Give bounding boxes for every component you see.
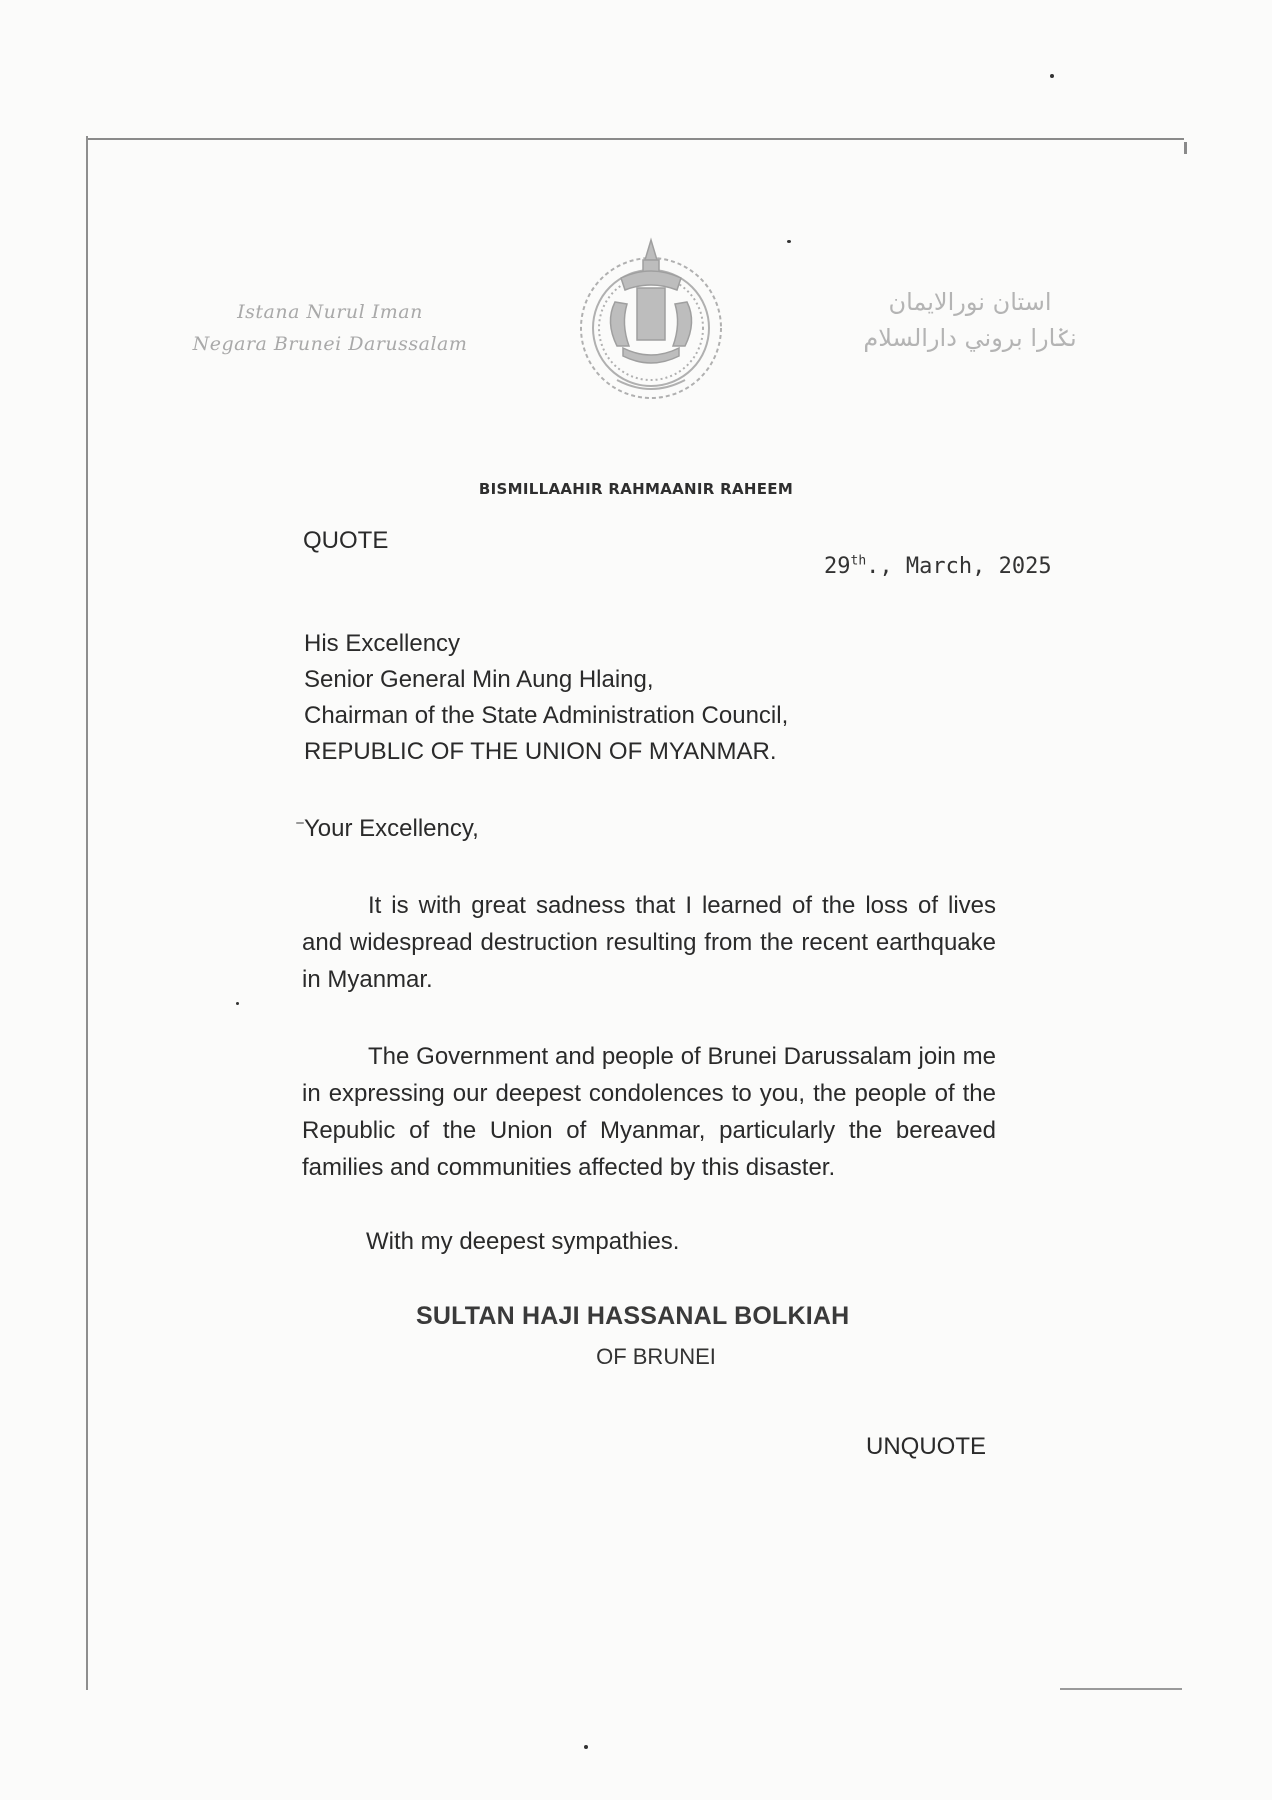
letterhead-latin-line2: Negara Brunei Darussalam: [192, 333, 468, 355]
frame-left-rule: [86, 136, 88, 1690]
letterhead-jawi-line1: استان نورالايمان: [888, 288, 1052, 316]
letterhead-latin-line1: Istana Nurul Iman: [237, 301, 423, 323]
unquote-label: UNQUOTE: [866, 1433, 986, 1460]
closing-line: With my deepest sympathies.: [366, 1228, 680, 1255]
scan-speck: [584, 1745, 588, 1749]
addressee-line: His Excellency: [304, 630, 461, 657]
quote-label: QUOTE: [303, 527, 389, 554]
frame-top-rule: [88, 138, 1184, 140]
brunei-royal-crest-icon: [565, 230, 737, 400]
frame-bottom-rule: [1060, 1688, 1182, 1690]
letter-date: [824, 554, 1052, 579]
letterhead-jawi-line2: نݢارا بروني دارالسلام: [863, 324, 1077, 352]
body-paragraph-2: The Government and people of Brunei Darussalam join me in expressing our deepest condolences to you, the people of the Republic of the Union of Myanmar, particularly the bereaved families and communities affected by this disaster.: [302, 1043, 996, 1181]
invocation-heading: BISMILLAAHIR RAHMAANIR RAHEEM: [478, 480, 794, 498]
scan-speck: [236, 1002, 239, 1005]
signatory-name: SULTAN HAJI HASSANAL BOLKIAH: [416, 1302, 850, 1330]
addressee-line: REPUBLIC OF THE UNION OF MYANMAR.: [304, 738, 777, 765]
signatory-title: OF BRUNEI: [596, 1344, 716, 1369]
date-day: 29: [824, 554, 851, 579]
letterhead-jawi: [840, 284, 1100, 356]
scan-speck: [1050, 74, 1054, 78]
addressee-line: Chairman of the State Administration Council,: [304, 702, 789, 729]
salutation: Your Excellency,: [304, 815, 479, 842]
letterhead-latin: [170, 296, 490, 360]
frame-corner-mark: [1184, 142, 1187, 154]
scan-speck: [787, 240, 791, 243]
addressee-block: [304, 626, 788, 770]
date-rest: ., March, 2025: [866, 554, 1052, 579]
date-suffix: th: [850, 553, 867, 569]
addressee-line: Senior General Min Aung Hlaing,: [304, 666, 654, 693]
body-paragraph-1: It is with great sadness that I learned of the loss of lives and widespread destruction resulting from the recent earthquake in Myanmar.: [302, 892, 996, 993]
scan-speck: [296, 822, 304, 824]
